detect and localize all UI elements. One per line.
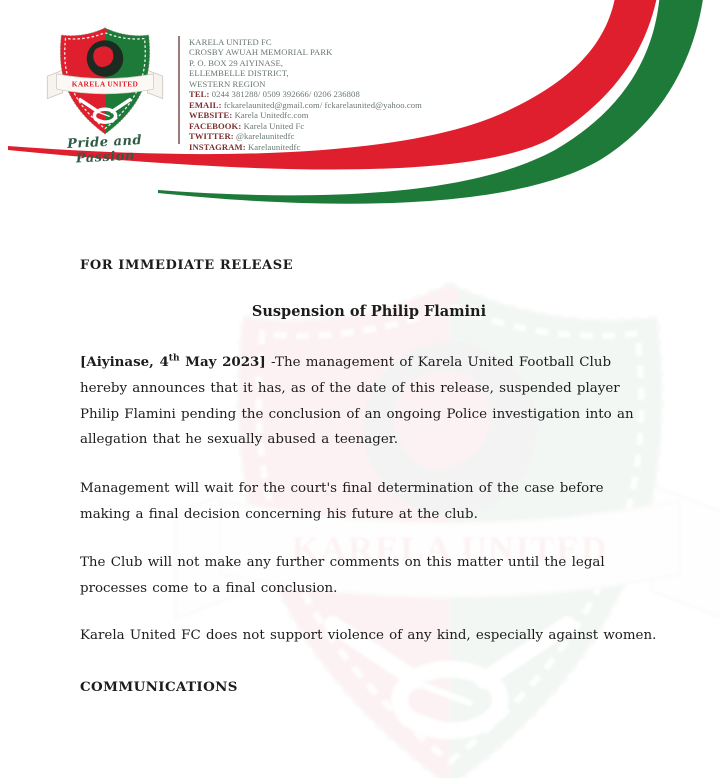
dateline-suffix: May 2023] — [179, 354, 266, 370]
contact-value: 0244 381288/ 0509 392666/ 0206 236808 — [211, 89, 360, 100]
contact-value: @karelaunitedfc — [235, 131, 295, 142]
letterhead-address — [189, 37, 422, 152]
communications-label: COMMUNICATIONS — [80, 679, 238, 695]
dateline-prefix: [Aiyinase, 4 — [80, 354, 169, 370]
address-line: WESTERN REGION — [189, 78, 266, 89]
crest-star-icon — [103, 29, 107, 33]
contact-value: Karelaunitedfc — [247, 141, 301, 152]
crest-ribbon-text: KARELA UNITED — [71, 79, 139, 89]
lead-paragraph-text: -The management of Karela United Football Club hereby announces that it has, as of the date of this release, suspended player Philip Flamini pending the conclusion of an ongoing Police investigation into an allegation that he sexually abused a teenager. — [80, 355, 634, 448]
press-release-title: Suspension of Philip Flamini — [251, 303, 487, 320]
contact-label: EMAIL: — [189, 99, 222, 110]
contact-line-tel — [189, 89, 422, 99]
club-motto: Pride and Passion — [66, 133, 143, 167]
contact-line-instagram — [189, 142, 422, 152]
address-line: CROSBY AWUAH MEMORIAL PARK — [189, 47, 333, 58]
address-line: ELLEMBELLE DISTRICT, — [189, 68, 289, 79]
lead-paragraph — [80, 350, 658, 453]
contact-value: fckarelaunited@gmail.com/ fckarelaunited@yahoo.com — [223, 99, 422, 110]
contact-line-website — [189, 110, 422, 120]
address-line: P. O. BOX 29 AIYINASE, — [189, 57, 284, 68]
dateline — [80, 354, 266, 370]
contact-label: FACEBOOK: — [189, 120, 242, 131]
contact-line-twitter — [189, 131, 422, 141]
contact-line-email — [189, 100, 422, 110]
contact-label: TEL: — [189, 89, 210, 100]
body-paragraph: Management will wait for the court's final determination of the case before making a final decision concerning his future at the club. — [80, 481, 604, 522]
contact-value: Karela Unitedfc.com — [234, 110, 309, 121]
contact-value: Karela United Fc — [243, 120, 305, 131]
body-paragraph: Karela United FC does not support violence of any kind, especially against women. — [80, 628, 657, 643]
contact-label: INSTAGRAM: — [189, 141, 246, 152]
contact-label: WEBSITE: — [189, 110, 233, 121]
contact-label: TWITTER: — [189, 131, 234, 142]
contact-line-facebook — [189, 121, 422, 131]
release-line: FOR IMMEDIATE RELEASE — [80, 258, 294, 273]
body-paragraph: The Club will not make any further comments on this matter until the legal processes come to a final conclusion. — [80, 555, 605, 596]
dateline-ordinal: th — [168, 353, 180, 364]
letterhead-divider — [178, 36, 180, 144]
address-line: KARELA UNITED FC — [189, 37, 272, 47]
